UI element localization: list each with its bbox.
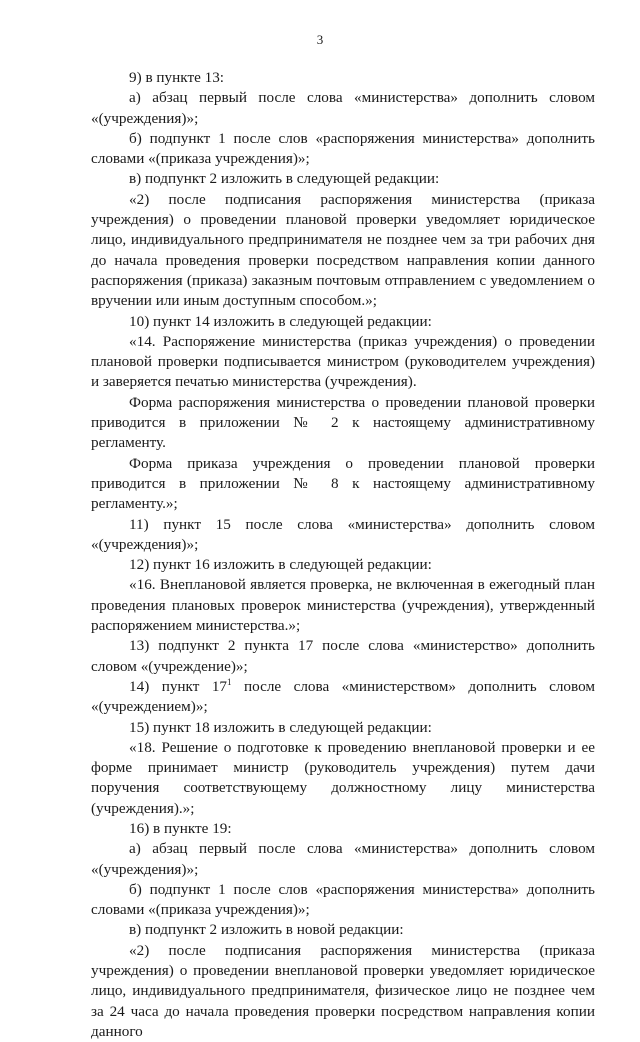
paragraph: а) абзац первый после слова «министерства» дополнить словом «(учреждения)»; [91, 89, 595, 127]
paragraph: 11) пункт 15 после слова «министерства» дополнить словом «(учреждения)»; [91, 515, 595, 553]
paragraph: б) подпункт 1 после слов «распоряжения министерства» дополнить словами «(приказа учреждения)»; [91, 880, 595, 919]
paragraph: «16. Внеплановой является проверка, не включенная в ежегодный план проведения плановых проверок министерства (учреждения), утвержденный распоряжением министерства.»; [91, 576, 595, 635]
paragraph-text: после слова «министерством» дополнить словом «(учреждением)»; [91, 677, 595, 716]
paragraph [91, 677, 595, 718]
paragraph: в) подпункт 2 изложить в новой редакции: [129, 921, 404, 939]
paragraph: б) подпункт 1 после слов «распоряжения министерства» дополнить словами «(приказа учреждения)»; [91, 129, 595, 168]
paragraph: «18. Решение о подготовке к проведению внеплановой проверки и ее форме принимает министр (руководитель учреждения) путем дачи поручения соответствующему должностному лицу министерства (учреждения).»; [91, 738, 595, 817]
paragraph: 12) пункт 16 изложить в следующей редакции: [129, 556, 432, 574]
page-number: 3 [316, 32, 324, 47]
paragraph: в) подпункт 2 изложить в следующей редакции: [129, 170, 440, 188]
superscript: 1 [227, 676, 232, 687]
paragraph: «2) после подписания распоряжения министерства (приказа учреждения) о проведении плановой проверки уведомляет юридическое лицо, индивидуального предпринимателя не позднее чем за три рабочих дня до начала проведения проверки посредством направления копии данного распоряжения (приказа) заказным почтовым отправлением с уведомлением о вручении или иным доступным способом.»; [91, 190, 595, 310]
paragraph: а) абзац первый после слова «министерства» дополнить словом «(учреждения)»; [91, 840, 595, 878]
paragraph: «2) после подписания распоряжения министерства (приказа учреждения) о проведении внеплановой проверки уведомляет юридическое лицо, индивидуального предпринимателя, физическое лицо не позднее чем за 24 часа до начала проведения проверки посредством направления копии данного [91, 941, 595, 1040]
paragraph: 16) в пункте 19: [129, 819, 232, 837]
paragraph: Форма приказа учреждения о проведении плановой проверки приводится в приложении № 8 к настоящему административному регламенту.»; [91, 454, 595, 513]
paragraph: 9) в пункте 13: [129, 69, 225, 86]
document-body [91, 68, 595, 1042]
paragraph: Форма распоряжения министерства о проведении плановой проверки приводится в приложении № 2 к настоящему административному регламенту. [91, 393, 595, 452]
paragraph: 10) пункт 14 изложить в следующей редакции: [129, 312, 432, 330]
paragraph-text: 14) пункт 17 [129, 677, 228, 695]
paragraph: 13) подпункт 2 пункта 17 после слова «министерство» дополнить словом «(учреждение)»; [91, 637, 595, 675]
paragraph: «14. Распоряжение министерства (приказ учреждения) о проведении плановой проверки подписывается министром (руководителем учреждения) и заверяется печатью министерства (учреждения). [91, 332, 595, 391]
paragraph: 15) пункт 18 изложить в следующей редакции: [129, 718, 432, 736]
